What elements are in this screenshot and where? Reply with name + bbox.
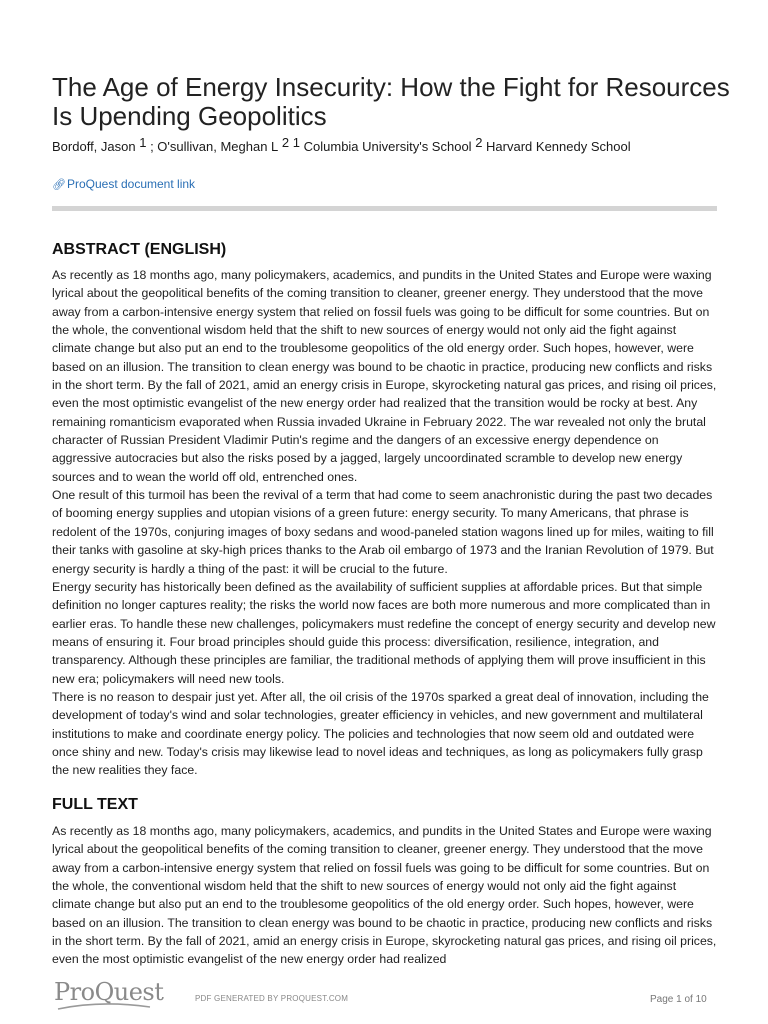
full-text-body: [52, 822, 718, 978]
document-title: The Age of Energy Insecurity: How the Fight for Resources Is Upending Geopolitics: [52, 72, 730, 131]
logo-swoosh-icon: [56, 1002, 152, 1012]
affiliation-name: Columbia University's School: [303, 139, 472, 154]
abstract-body: [52, 266, 718, 780]
full-text-paragraph: As recently as 18 months ago, many policymakers, academics, and pundits in the United States and Europe were waxing lyrical about the geopolitical benefits of the coming transition to cleaner, greener energy. They understood that the move away from a carbon-intensive energy system that relied on fossil fuels was going to be difficult for some countries. But on the whole, the conventional wisdom held that the shift to new sources of energy would not only aid the fight against climate change but also put an end to the troublesome geopolitics of the old energy order. Such hopes, however, were based on an illusion. The transition to clean energy was bound to be chaotic in practice, producing new conflicts and risks in the short term. By the fall of 2021, amid an energy crisis in Europe, skyrocketing natural gas prices, and rising oil prices, even the most optimistic evangelist of the new energy order had realized: [52, 824, 717, 967]
proquest-document-link[interactable]: [52, 176, 195, 193]
document-link-label: ProQuest document link: [66, 177, 196, 191]
section-divider: [52, 206, 717, 211]
author-name: O'sullivan, Meghan L: [157, 139, 279, 154]
abstract-paragraph: As recently as 18 months ago, many policymakers, academics, and pundits in the United States and Europe were waxing lyrical about the geopolitical benefits of the coming transition to cleaner, greener energy. They understood that the move away from a carbon-intensive energy system that relied on fossil fuels was going to be difficult for some countries. But on the whole, the conventional wisdom held that the shift to new sources of energy would not only aid the fight against climate change but also put an end to the troublesome geopolitics of the old energy order. Such hopes, however, were based on an illusion. The transition to clean energy was bound to be chaotic in practice, producing new conflicts and risks in the short term. By the fall of 2021, amid an energy crisis in Europe, skyrocketing natural gas prices, and rising oil prices, even the most optimistic evangelist of the new energy order had realized that the transition would be rocky at best. Any remaining romanticism evaporated when Russia invaded Ukraine in February 2022. The war revealed not only the brutal character of Russian President Vladimir Putin's regime and the dangers of an excessive energy dependence on aggressive autocracies but also the risks posed by a jagged, largely uncoordinated scramble to develop new energy sources and to wean the world off old, entrenched ones.: [52, 268, 717, 484]
abstract-paragraph: One result of this turmoil has been the revival of a term that had come to seem anachronistic during the past two decades of booming energy supplies and utopian visions of a green future: energy security. To many Americans, that phrase is redolent of the 1970s, conjuring images of boxy sedans and wood-paneled station wagons lined up for miles, waiting to fill their tanks with gasoline at sky-high prices thanks to the Arab oil embargo of 1973 and the Iranian Revolution of 1979. But energy security is hardly a thing of the past: it will be crucial to the future.: [52, 488, 714, 576]
abstract-heading: ABSTRACT (ENGLISH): [52, 241, 227, 258]
author-separator: ;: [146, 139, 158, 154]
author-affiliation-marker: 1: [139, 135, 147, 150]
author-affiliation-marker: 2 1: [281, 135, 300, 150]
page-number: Page 1 of 10: [650, 994, 707, 1005]
generated-by-label: PDF GENERATED BY PROQUEST.COM: [195, 994, 349, 1003]
link-icon: 🔗︎: [52, 179, 66, 191]
author-line: [52, 135, 752, 156]
full-text-heading: FULL TEXT: [52, 796, 138, 813]
logo-wordmark: ProQuest: [54, 978, 164, 1006]
proquest-logo: [54, 978, 163, 1006]
abstract-paragraph: Energy security has historically been defined as the availability of sufficient supplies at affordable prices. But that simple definition no longer captures reality; the risks the world now faces are both more numerous and more complicated than in earlier eras. To handle these new challenges, policymakers must redefine the concept of energy security and develop new means of ensuring it. Four broad principles should guide this process: diversification, resilience, integration, and transparency. Although these principles are familiar, the traditional methods of applying them will prove insufficient in this new era; policymakers will need new tools.: [52, 579, 716, 686]
affiliation-marker: 2: [475, 135, 483, 150]
author-name: Bordoff, Jason: [52, 139, 136, 154]
abstract-paragraph: There is no reason to despair just yet. After all, the oil crisis of the 1970s sparked a great deal of innovation, including the development of today's wind and solar technologies, greater efficiency in vehicles, and new government and multilateral institutions to make and coordinate energy policy. The policies and technologies that now seem old and outdated were once shiny and new. Today's crisis may likewise lead to novel ideas and techniques, as long as policymakers fully grasp the new realities they face.: [52, 689, 709, 778]
affiliation-name: Harvard Kennedy School: [486, 139, 631, 154]
